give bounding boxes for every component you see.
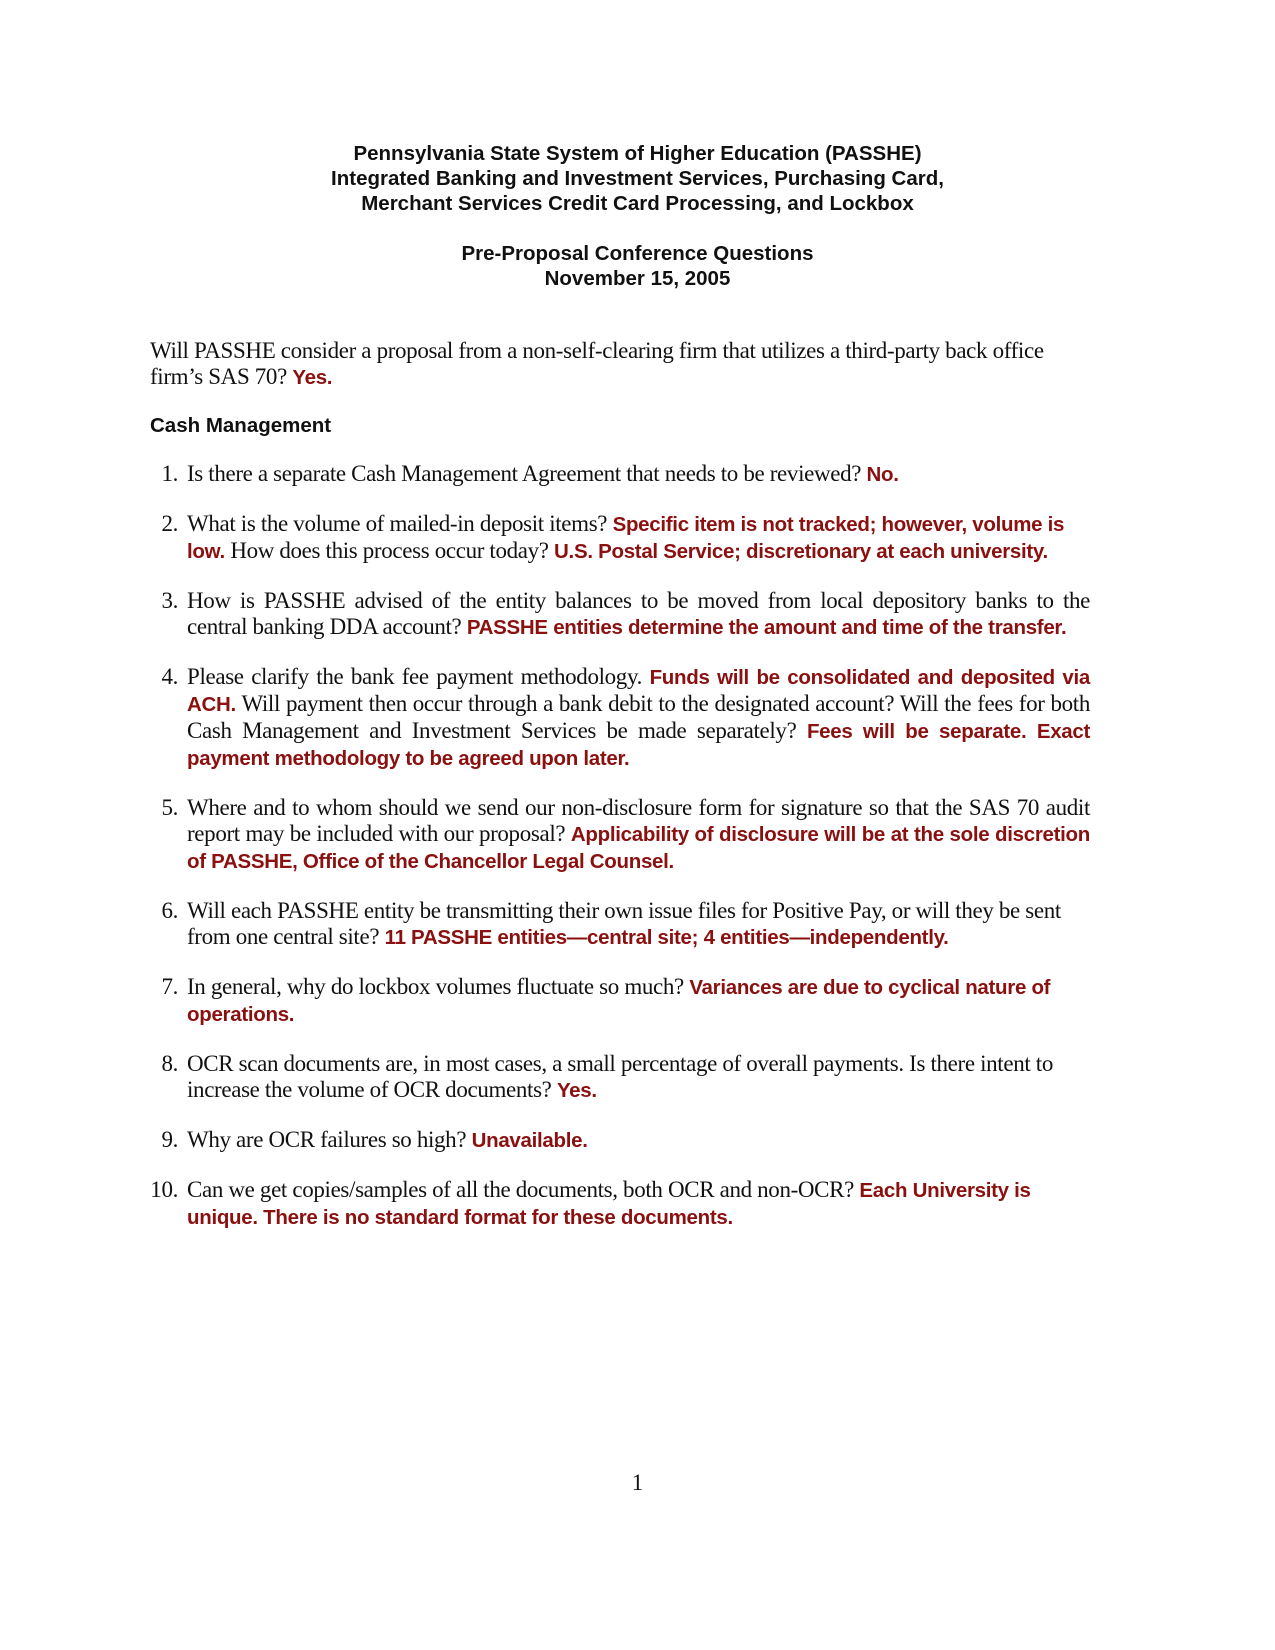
answer-text: Unavailable. bbox=[471, 1129, 588, 1152]
header-organization: Pennsylvania State System of Higher Education (PASSHE) bbox=[353, 142, 922, 165]
question-number: 7. bbox=[161, 974, 178, 999]
question-item-9 bbox=[150, 1127, 1090, 1154]
question-number: 1. bbox=[161, 461, 178, 486]
question-number: 8. bbox=[161, 1051, 178, 1076]
answer-text: Specific item is not tracked; however, volume is low. bbox=[187, 513, 1065, 563]
question-list bbox=[150, 461, 1090, 1231]
question-item-3 bbox=[150, 588, 1090, 641]
answer-text-followup: U.S. Postal Service; discretionary at each university. bbox=[554, 540, 1048, 563]
question-text-followup: Will payment then occur through a bank debit to the designated account? Will the fees for both Cash Management and Investment Services be made separately? bbox=[187, 691, 1090, 743]
intro-answer: Yes. bbox=[292, 366, 333, 389]
intro-question: Will PASSHE consider a proposal from a non-self-clearing firm that utilizes a third-party back office firm’s SAS 70? bbox=[150, 338, 1044, 389]
answer-text-followup: Fees will be separate. Exact payment methodology to be agreed upon later. bbox=[187, 720, 1091, 770]
question-text-followup: How does this process occur today? bbox=[230, 538, 549, 563]
question-number: 10. bbox=[150, 1177, 178, 1202]
question-text: Will each PASSHE entity be transmitting their own issue files for Positive Pay, or will they be sent from one central site? bbox=[187, 898, 1061, 949]
header-services-line: Integrated Banking and Investment Services, Purchasing Card, bbox=[331, 167, 944, 190]
question-text: Is there a separate Cash Management Agreement that needs to be reviewed? bbox=[187, 461, 862, 486]
document-body bbox=[150, 338, 1090, 1254]
intro-paragraph bbox=[150, 338, 1090, 391]
question-number: 2. bbox=[161, 511, 178, 536]
question-text: Where and to whom should we send our non-disclosure form for signature so that the SAS 70 audit report may be included with our proposal? bbox=[187, 795, 1090, 846]
document-date: November 15, 2005 bbox=[544, 267, 731, 290]
question-number: 5. bbox=[161, 795, 178, 820]
question-item-4 bbox=[150, 664, 1090, 772]
section-heading: Cash Management bbox=[150, 414, 332, 437]
question-text: Why are OCR failures so high? bbox=[187, 1127, 467, 1152]
question-item-1 bbox=[150, 461, 1090, 488]
question-number: 3. bbox=[161, 588, 178, 613]
answer-text: Funds will be consolidated and deposited via ACH. bbox=[187, 666, 1090, 716]
answer-text: 11 PASSHE entities—central site; 4 entities—independently. bbox=[384, 926, 949, 949]
document-header bbox=[0, 141, 1275, 291]
document-subtitle: Pre-Proposal Conference Questions bbox=[461, 242, 814, 265]
answer-text: Variances are due to cyclical nature of operations. bbox=[187, 976, 1051, 1026]
question-text: What is the volume of mailed-in deposit items? bbox=[187, 511, 608, 536]
answer-text: Each University is unique. There is no standard format for these documents. bbox=[187, 1179, 1031, 1229]
header-services-line-2: Merchant Services Credit Card Processing, and Lockbox bbox=[361, 192, 914, 215]
answer-text: No. bbox=[866, 463, 899, 486]
question-text: How is PASSHE advised of the entity balances to be moved from local depository banks to the central banking DDA account? bbox=[187, 588, 1090, 639]
question-item-5 bbox=[150, 795, 1090, 875]
question-text: Please clarify the bank fee payment methodology. bbox=[187, 664, 643, 689]
answer-text: PASSHE entities determine the amount and time of the transfer. bbox=[466, 616, 1067, 639]
question-text: OCR scan documents are, in most cases, a small percentage of overall payments. Is there intent to increase the volume of OCR documents? bbox=[187, 1051, 1053, 1102]
question-item-8 bbox=[150, 1051, 1090, 1104]
question-text: Can we get copies/samples of all the documents, both OCR and non-OCR? bbox=[187, 1177, 855, 1202]
question-number: 6. bbox=[161, 898, 178, 923]
answer-text: Yes. bbox=[556, 1079, 597, 1102]
question-item-7 bbox=[150, 974, 1090, 1028]
answer-text: Applicability of disclosure will be at the sole discretion of PASSHE, Office of the Chancellor Legal Counsel. bbox=[187, 823, 1090, 873]
page-number: 1 bbox=[631, 1470, 644, 1495]
question-item-10 bbox=[150, 1177, 1090, 1231]
question-number: 9. bbox=[161, 1127, 178, 1152]
question-item-6 bbox=[150, 898, 1090, 951]
question-text: In general, why do lockbox volumes fluctuate so much? bbox=[187, 974, 684, 999]
question-number: 4. bbox=[161, 664, 178, 689]
question-item-2 bbox=[150, 511, 1090, 565]
